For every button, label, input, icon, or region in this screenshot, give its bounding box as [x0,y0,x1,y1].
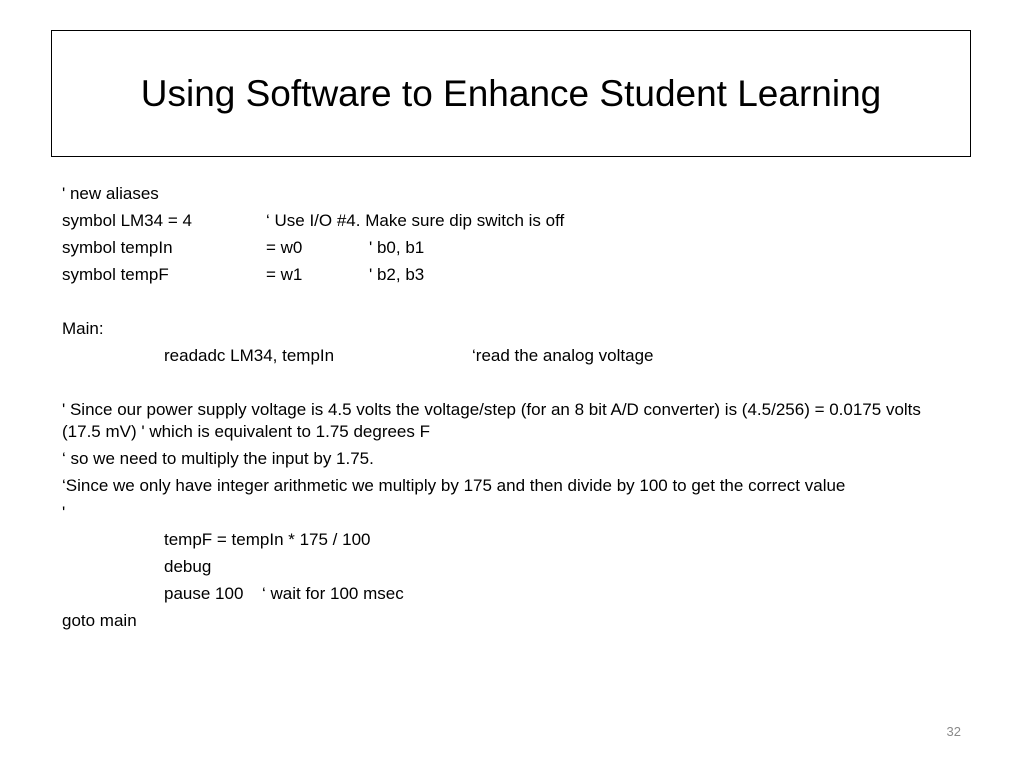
code-comment-paragraph: ‘ so we need to multiply the input by 1.75. [62,449,374,468]
slide-body [62,183,942,637]
code-line [62,237,942,264]
code-line [62,210,942,237]
code-line [62,556,942,583]
code-comment: ‘ wait for 100 msec [262,584,404,603]
code-line [62,610,942,637]
code-statement: pause 100 [164,584,244,603]
code-line [62,529,942,556]
blank-line [62,291,942,318]
code-label: Main: [62,319,104,338]
code-assignment: = w1 [266,265,303,284]
code-line [62,318,942,345]
code-comment: ‘ Use I/O #4. Make sure dip switch is off [266,211,565,230]
code-line [62,583,942,610]
code-comment-paragraph: ' Since our power supply voltage is 4.5 volts the voltage/step (for an 8 bit A/D converter) is (4.5/256) = 0.0175 volts (17.5 mV) ' which is equivalent to 1.75 degrees F [62,400,921,441]
code-statement: symbol tempIn [62,238,173,257]
slide-title: Using Software to Enhance Student Learning [140,73,882,114]
code-comment: ‘read the analog voltage [472,346,654,365]
code-comment: ' b2, b3 [369,265,425,284]
code-statement: symbol LM34 = 4 [62,211,192,230]
code-statement: tempF = tempIn * 175 / 100 [164,530,371,549]
code-comment-paragraph: ' [62,503,66,522]
code-line [62,345,942,372]
code-statement: debug [164,557,212,576]
code-statement: symbol tempF [62,265,169,284]
code-line [62,183,942,210]
code-comment-paragraph: ‘Since we only have integer arithmetic we multiply by 175 and then divide by 100 to get the correct value [62,476,846,495]
code-comment: ' new aliases [62,184,159,203]
code-statement: goto main [62,611,137,630]
code-statement: readadc LM34, tempIn [164,346,335,365]
page-number: 32 [946,724,961,739]
code-comment: ' b0, b1 [369,238,425,257]
blank-line [62,372,942,399]
code-assignment: = w0 [266,238,303,257]
slide-title-box [51,30,971,157]
code-line [62,264,942,291]
